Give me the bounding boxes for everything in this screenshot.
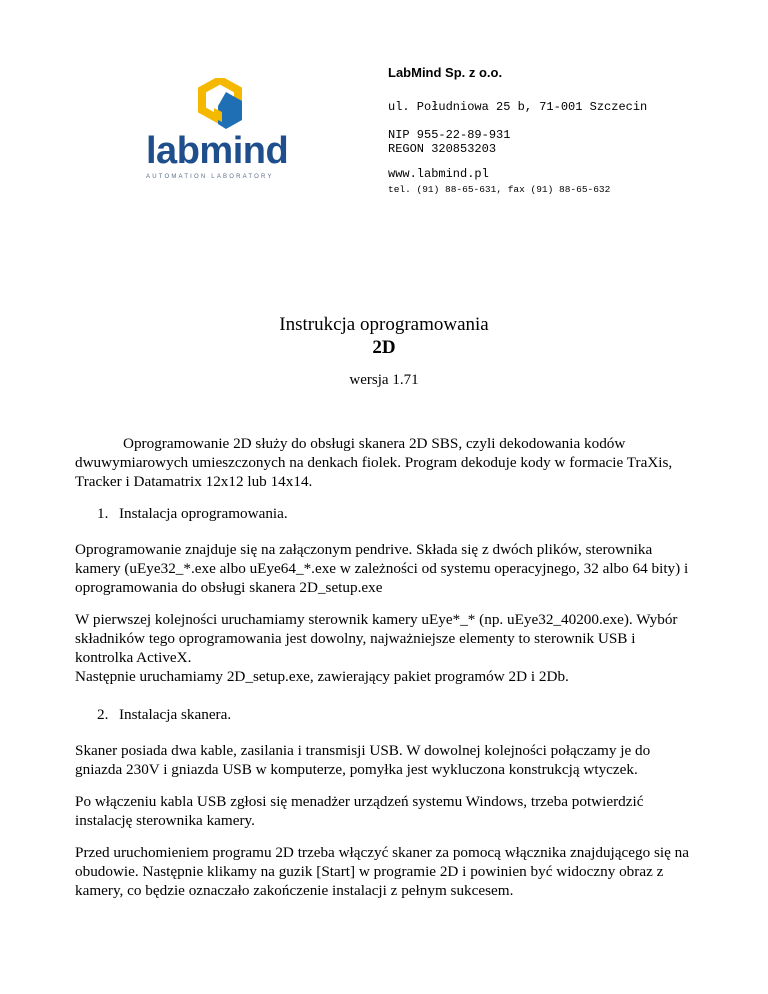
company-logo xyxy=(146,78,306,178)
company-website: www.labmind.pl xyxy=(388,167,489,181)
company-contact: tel. (91) 88-65-631, fax (91) 88-65-632 xyxy=(388,184,611,195)
company-nip: NIP 955-22-89-931 xyxy=(388,128,511,142)
document-version: wersja 1.71 xyxy=(349,372,419,388)
section-number: 2. xyxy=(97,706,109,723)
logo-wordmark: labmind xyxy=(146,130,289,172)
paragraph-5: Po włączeniu kabla USB zgłosi się menadżer urządzeń systemu Windows, trzeba potwierdzić instalację sterownika kamery. xyxy=(75,793,644,829)
company-regon: REGON 320853203 xyxy=(388,142,497,156)
section-title: Instalacja oprogramowania. xyxy=(119,505,288,522)
paragraph-6: Przed uruchomieniem programu 2D trzeba włączyć skaner za pomocą włącznika znajdującego się na obudowie. Następnie klikamy na guzik [Start] w programie 2D i powinien być widoczny obraz z kamery, co będzie oznaczało zakończenie instalacji z pełnym sukcesem. xyxy=(75,844,689,899)
section-number: 1. xyxy=(97,505,109,522)
logo-emblem-icon xyxy=(146,78,306,134)
paragraph-3: Następnie uruchamiamy 2D_setup.exe, zawierający pakiet programów 2D i 2Db. xyxy=(75,668,569,685)
paragraph-1: Oprogramowanie znajduje się na załączonym pendrive. Składa się z dwóch plików, sterownika kamery (uEye32_*.exe albo uEye64_*.exe w zależności od systemu operacyjnego, 32 albo 64 bity) i oprogramowania do obsługi skanera 2D_setup.exe xyxy=(75,541,689,596)
company-address: ul. Południowa 25 b, 71-001 Szczecin xyxy=(388,100,648,114)
document-title-product: 2D xyxy=(372,337,396,358)
section-title: Instalacja skanera. xyxy=(119,706,232,723)
company-name: LabMind Sp. z o.o. xyxy=(388,65,503,80)
paragraph-4: Skaner posiada dwa kable, zasilania i transmisji USB. W dowolnej kolejności połączamy je do gniazda 230V i gniazda USB w komputerze, pomyłka jest wykluczona konstrukcją wtyczek. xyxy=(75,742,651,778)
section-heading-2 xyxy=(97,705,231,724)
document-title: Instrukcja oprogramowania xyxy=(279,314,489,335)
paragraph-2: W pierwszej kolejności uruchamiamy sterownik kamery uEye*_* (np. uEye32_40200.exe). Wybór składników tego oprogramowania jest dowolny, najważniejsze elementy to sterownik USB i kontrolka ActiveX. xyxy=(75,611,678,666)
intro-paragraph: Oprogramowanie 2D służy do obsługi skanera 2D SBS, czyli dekodowania kodów dwuwymiarowych umieszczonych na denkach fiolek. Program dekoduje kody w formacie TraXis, Tracker i Datamatrix 12x12 lub 14x14. xyxy=(75,435,673,490)
section-heading-1 xyxy=(97,504,288,523)
logo-subtitle: AUTOMATION LABORATORY xyxy=(146,174,274,180)
